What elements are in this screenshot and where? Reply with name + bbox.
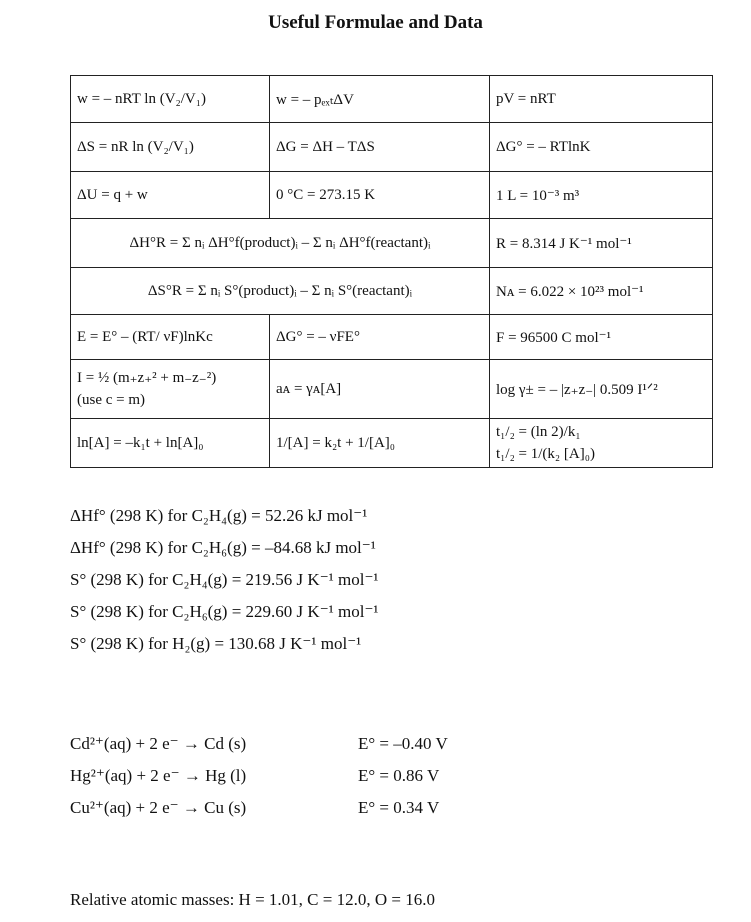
page-title: Useful Formulae and Data	[268, 12, 483, 33]
table-cell: E = E° – (RT/ νF)lnKc	[71, 315, 270, 360]
table-cell: pV = nRT	[490, 76, 713, 123]
table-row	[71, 419, 713, 468]
list-item	[70, 728, 520, 760]
relative-atomic-masses: Relative atomic masses: H = 1.01, C = 12.0, O = 16.0	[70, 890, 435, 909]
ionic-strength-formula: I = ½ (m₊z₊² + m₋z₋²)	[77, 370, 217, 386]
standard-potential: E° = 0.34 V	[358, 798, 440, 817]
table-cell: ΔG = ΔH – TΔS	[270, 123, 490, 172]
table-row	[71, 123, 713, 172]
list-item: ΔHf° (298 K) for C₂H₆(g) = –84.68 kJ mol⁻¹	[70, 538, 376, 557]
table-cell: 0 °C = 273.15 K	[270, 172, 490, 219]
table-cell	[490, 419, 713, 468]
half-reaction: Hg²⁺(aq) + 2 e⁻ → Hg (l)	[70, 766, 247, 785]
table-cell: F = 96500 C mol⁻¹	[490, 315, 713, 360]
list-item: S° (298 K) for H₂(g) = 130.68 J K⁻¹ mol⁻¹	[70, 634, 362, 653]
table-row	[71, 76, 713, 123]
table-row	[71, 268, 713, 315]
table-cell: ΔU = q + w	[71, 172, 270, 219]
table-cell: ΔG° = – RTlnK	[490, 123, 713, 172]
table-cell: ΔG° = – νFE°	[270, 315, 490, 360]
thermo-data-list	[70, 500, 379, 660]
half-life-second-order: t₁/₂ = 1/(k₂ [A]₀)	[496, 446, 595, 462]
list-item: ΔHf° (298 K) for C₂H₄(g) = 52.26 kJ mol⁻¹	[70, 506, 368, 525]
table-cell	[71, 360, 270, 419]
half-reaction: Cd²⁺(aq) + 2 e⁻ → Cd (s)	[70, 734, 247, 753]
table-cell: aᴀ = γᴀ[A]	[270, 360, 490, 419]
list-item	[70, 760, 520, 792]
table-row	[71, 360, 713, 419]
table-cell: w = – pₑₓₜΔV	[270, 76, 490, 123]
table-cell: R = 8.314 J K⁻¹ mol⁻¹	[490, 219, 713, 268]
table-cell: 1 L = 10⁻³ m³	[490, 172, 713, 219]
table-row	[71, 172, 713, 219]
table-cell: ΔS°R = Σ nᵢ S°(product)ᵢ – Σ nᵢ S°(reactant)ᵢ	[71, 268, 490, 315]
table-row	[71, 219, 713, 268]
half-reaction: Cu²⁺(aq) + 2 e⁻ → Cu (s)	[70, 798, 247, 817]
standard-potential: E° = –0.40 V	[358, 734, 448, 753]
redox-potentials	[70, 728, 520, 824]
formulae-table	[70, 75, 713, 468]
standard-potential: E° = 0.86 V	[358, 766, 440, 785]
list-item	[70, 792, 520, 824]
half-life-first-order: t₁/₂ = (ln 2)/k₁	[496, 424, 581, 440]
list-item: S° (298 K) for C₂H₄(g) = 219.56 J K⁻¹ mol⁻¹	[70, 570, 379, 589]
table-cell: log γ± = – |z₊z₋| 0.509 I¹ᐟ²	[490, 360, 713, 419]
ionic-strength-note: (use c = m)	[77, 392, 146, 408]
table-cell: ΔS = nR ln (V₂/V₁)	[71, 123, 270, 172]
table-cell: 1/[A] = k₂t + 1/[A]₀	[270, 419, 490, 468]
table-cell: w = – nRT ln (V₂/V₁)	[71, 76, 270, 123]
table-cell: Nᴀ = 6.022 × 10²³ mol⁻¹	[490, 268, 713, 315]
table-cell: ln[A] = –k₁t + ln[A]₀	[71, 419, 270, 468]
table-cell: ΔH°R = Σ nᵢ ΔH°f(product)ᵢ – Σ nᵢ ΔH°f(reactant)ᵢ	[71, 219, 490, 268]
list-item: S° (298 K) for C₂H₆(g) = 229.60 J K⁻¹ mol⁻¹	[70, 602, 379, 621]
table-row	[71, 315, 713, 360]
